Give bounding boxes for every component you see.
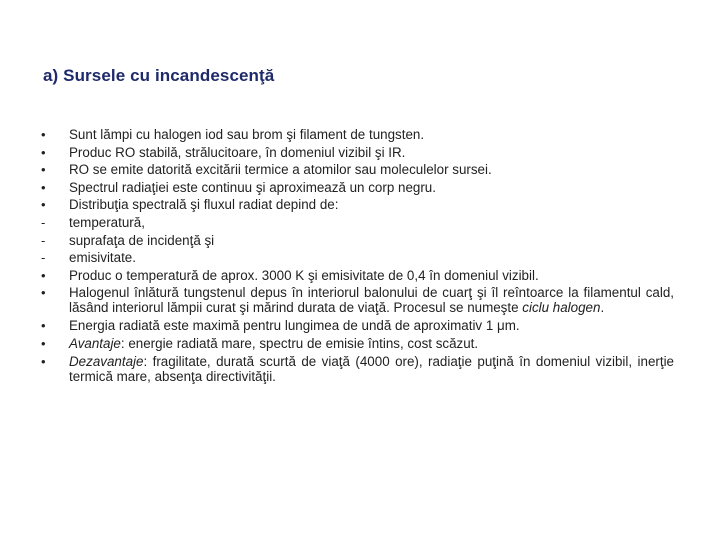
- list-item-text: Produc o temperatură de aprox. 3000 K şi emisivitate de 0,4 în domeniul vizibil.: [69, 267, 539, 283]
- dash-marker: -: [41, 232, 46, 248]
- bullet-list: [41, 126, 674, 386]
- bullet-marker: •: [41, 285, 46, 301]
- list-item: [41, 353, 674, 386]
- list-item-text: emisivitate.: [69, 250, 136, 266]
- bullet-marker: •: [41, 318, 46, 334]
- list-item-text: [69, 284, 674, 317]
- list-item: [41, 126, 674, 144]
- dash-marker: -: [41, 214, 46, 230]
- list-item-text: [69, 335, 674, 353]
- list-item-text: suprafaţa de incidenţă şi: [69, 232, 215, 248]
- bullet-marker: •: [41, 144, 46, 160]
- list-item-text: Energia radiată este maximă pentru lungimea de undă de aproximativ 1 μm.: [69, 318, 520, 334]
- list-item-text: Spectrul radiaţiei este continuu şi aproximează un corp negru.: [69, 179, 436, 195]
- list-item: [41, 249, 674, 267]
- list-item-text-rest: : energie radiată mare, spectru de emisie întins, cost scăzut.: [120, 335, 479, 351]
- italic-term: ciclu halogen: [522, 300, 601, 316]
- list-item-text-end: .: [600, 300, 605, 316]
- list-item-text: Produc RO stabilă, strălucitoare, în domeniul vizibil şi IR.: [69, 144, 406, 160]
- italic-lead: Avantaje: [69, 335, 121, 351]
- list-item-text: Sunt lămpi cu halogen iod sau brom şi filament de tungsten.: [69, 127, 425, 142]
- bullet-marker: •: [41, 353, 46, 369]
- list-item: [41, 214, 674, 232]
- list-item-text: [69, 353, 674, 386]
- list-item-text-main: Halogenul înlătură tungstenul depus în interiorul balonului de cuarţ şi îl reîntoarce la filamentul cald, lăsând interiorul lămpii curat şi mărind durata de viaţă. Procesul se numeşte: [69, 285, 674, 316]
- list-item: [41, 335, 674, 353]
- bullet-marker: •: [41, 335, 46, 351]
- slide-title: a) Sursele cu incandescenţă: [43, 66, 275, 85]
- dash-marker: -: [41, 250, 46, 266]
- italic-lead: Dezavantaje: [69, 353, 144, 369]
- list-item: [41, 232, 674, 250]
- list-item-text-rest: : fragilitate, durată scurtă de viaţă (4000 ore), radiaţie puţină în domeniul vizibil, inerţie termică mare, absenţa directivităţii.: [69, 353, 674, 384]
- list-item: [41, 267, 674, 285]
- bullet-marker: •: [41, 197, 46, 213]
- list-item-text: Distribuţia spectrală şi fluxul radiat depind de:: [69, 197, 339, 213]
- bullet-marker: •: [41, 267, 46, 283]
- list-item-text: temperatură,: [69, 214, 145, 230]
- list-item: [41, 317, 674, 335]
- list-item: [41, 284, 674, 317]
- bullet-marker: •: [41, 127, 46, 142]
- list-item-text: RO se emite datorită excitării termice a atomilor sau moleculelor sursei.: [69, 162, 492, 178]
- list-item: [41, 144, 674, 162]
- bullet-marker: •: [41, 179, 46, 195]
- list-item: [41, 196, 674, 214]
- list-item: [41, 179, 674, 197]
- list-item: [41, 161, 674, 179]
- bullet-marker: •: [41, 162, 46, 178]
